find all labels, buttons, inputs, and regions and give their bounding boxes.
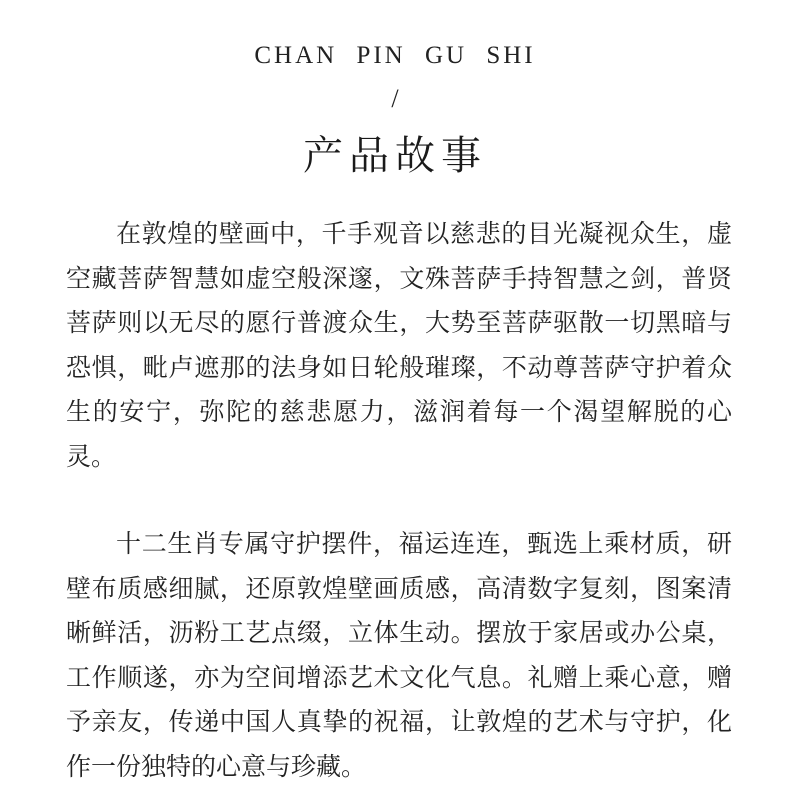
section-pinyin-heading: CHAN PIN GU SHI (254, 42, 536, 69)
story-paragraph-2: 十二生肖专属守护摆件，福运连连，甄选上乘材质，研壁布质感细腻，还原敦煌壁画质感，高清数字复刻，图案清晰鲜活，沥粉工艺点缀，立体生动。摆放于家居或办公桌，工作顺遂，亦为空间增添艺术文化气息。礼赠上乘心意，赠予亲友，传递中国人真挚的祝福，让敦煌的艺术与守护，化作一份独特的心意与珍藏。 (66, 529, 732, 781)
heading-divider-slash: / (391, 84, 399, 113)
story-paragraph-1: 在敦煌的壁画中，千手观音以慈悲的目光凝视众生，虚空藏菩萨智慧如虚空般深邃，文殊菩萨手持智慧之剑，普贤菩萨则以无尽的愿行普渡众生，大势至菩萨驱散一切黑暗与恐惧，毗卢遮那的法身如日轮般璀璨，不动尊菩萨守护着众生的安宁，弥陀的慈悲愿力，滋润着每一个渴望解脱的心灵。 (66, 219, 732, 471)
story-body (66, 212, 732, 789)
section-title: 产品故事 (303, 133, 487, 179)
